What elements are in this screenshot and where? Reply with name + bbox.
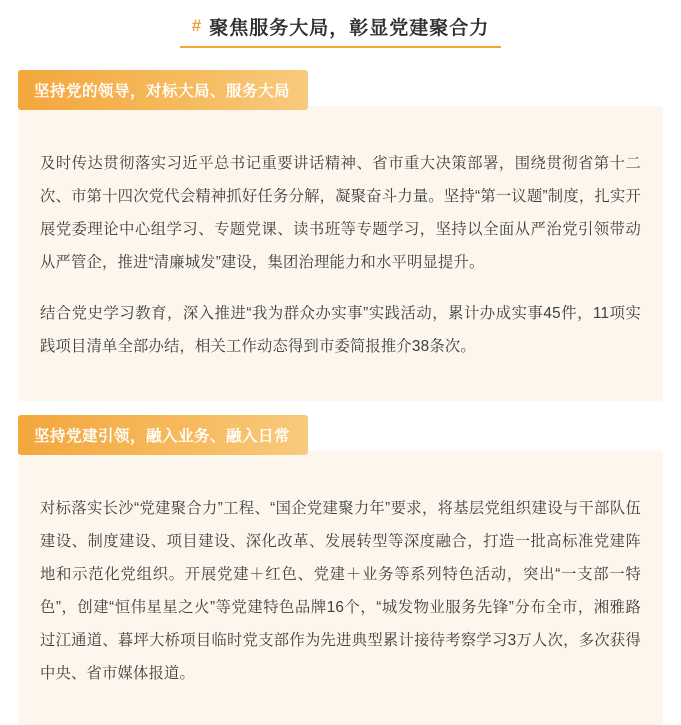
hash-icon: #	[191, 16, 202, 35]
paragraph: 对标落实长沙“党建聚合力”工程、“国企党建聚力年”要求，将基层党组织建设与干部队伍建设、制度建设、项目建设、深化改革、发展转型等深度融合，打造一批高标准党建阵地和示范化党组织。开展党建＋红色、党建＋业务等系列特色活动，突出“一支部一特色”，创建“恒伟星星之火”等党建特色品牌16个，“城发物业服务先锋”分布全市，湘雅路过江通道、暮坪大桥项目临时党支部作为先进典型累计接待考察学习3万人次，多次获得中央、省市媒体报道。	[40, 499, 641, 682]
page-title-underline	[180, 13, 501, 48]
page-title: 聚焦服务大局，彰显党建聚合力	[209, 17, 490, 39]
section-heading: 坚持党的领导，对标大局、服务大局	[18, 70, 308, 110]
page-title-container	[18, 4, 663, 56]
section-party-leadership	[18, 70, 663, 401]
section-content	[18, 451, 663, 725]
section-heading: 坚持党建引领，融入业务、融入日常	[18, 415, 308, 455]
paragraph: 结合党史学习教育，深入推进“我为群众办实事”实践活动，累计办成实事45件，11项实践项目清单全部办结，相关工作动态得到市委简报推介38条次。	[40, 305, 641, 356]
section-content	[18, 106, 663, 401]
document-page	[0, 4, 681, 698]
paragraph: 及时传达贯彻落实习近平总书记重要讲话精神、省市重大决策部署，围绕贯彻省第十二次、市第十四次党代会精神抓好任务分解，凝聚奋斗力量。坚持“第一议题”制度，扎实开展党委理论中心组学习、专题党课、读书班等专题学习，坚持以全面从严治党引领带动从严管企，推进“清廉城发”建设，集团治理能力和水平明显提升。	[40, 155, 641, 272]
section-party-building	[18, 415, 663, 725]
